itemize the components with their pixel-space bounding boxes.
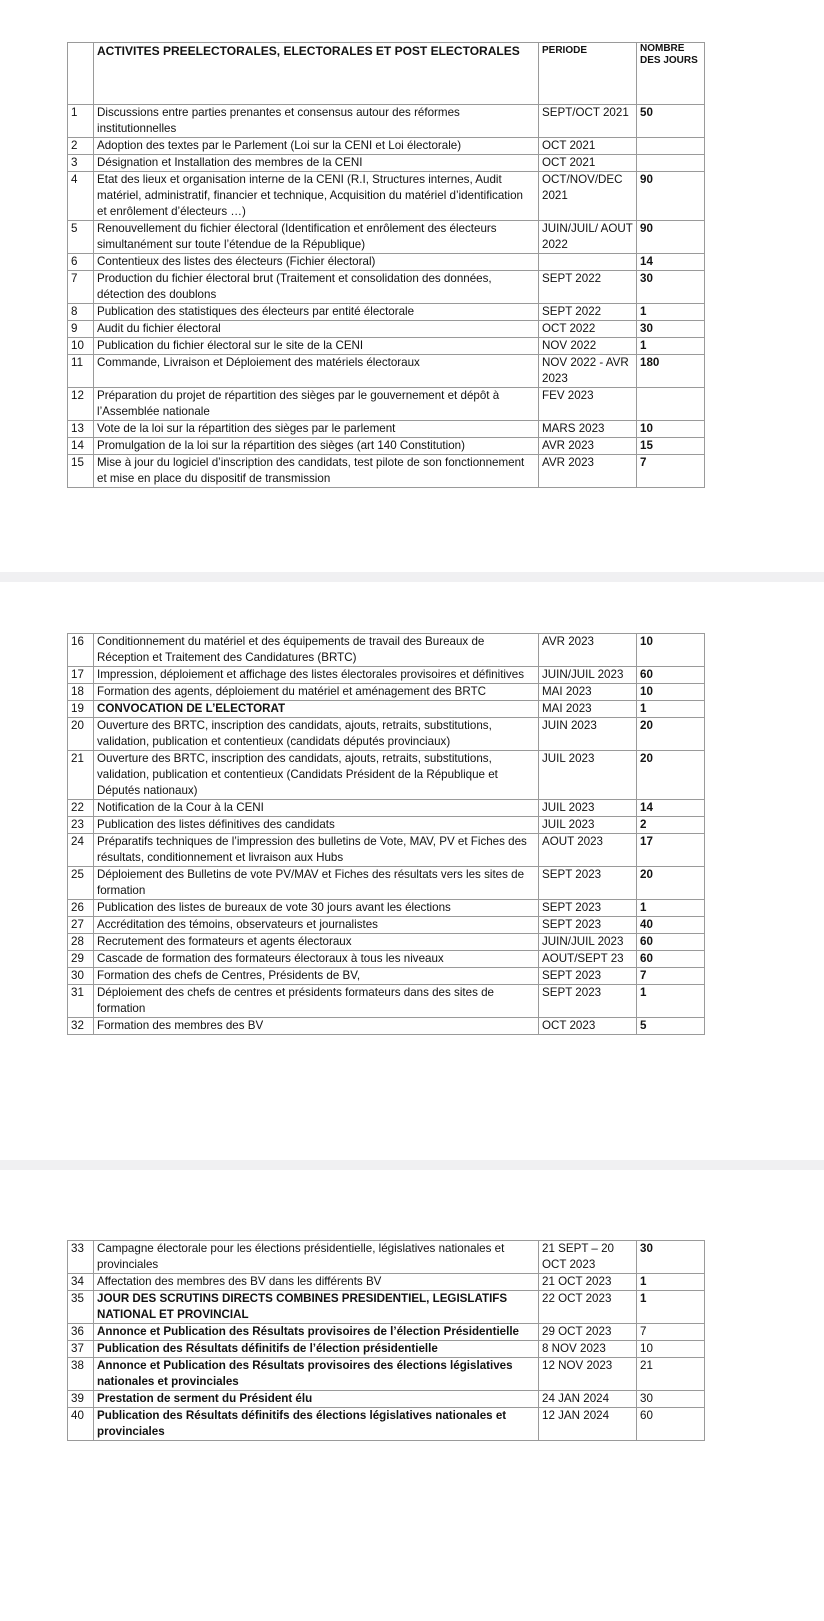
row-activity: Conditionnement du matériel et des équipements de travail des Bureaux de Réception et Traitement des Candidatures (BRTC) <box>94 634 539 667</box>
row-days: 30 <box>637 321 705 338</box>
row-activity: Ouverture des BRTC, inscription des candidats, ajouts, retraits, substitutions, validation, publication et contentieux (candidats députés provinciaux) <box>94 718 539 751</box>
row-period: 8 NOV 2023 <box>539 1341 637 1358</box>
header-days: NOMBRE DES JOURS <box>637 43 705 105</box>
row-number: 32 <box>68 1018 94 1035</box>
row-period: AOUT/SEPT 23 <box>539 951 637 968</box>
table-row <box>68 271 705 304</box>
row-number: 37 <box>68 1341 94 1358</box>
row-number: 17 <box>68 667 94 684</box>
table-row <box>68 172 705 221</box>
table-row <box>68 388 705 421</box>
row-period: OCT 2023 <box>539 1018 637 1035</box>
row-number: 5 <box>68 221 94 254</box>
row-number: 30 <box>68 968 94 985</box>
row-period: 22 OCT 2023 <box>539 1291 637 1324</box>
row-days: 10 <box>637 421 705 438</box>
row-activity: Affectation des membres des BV dans les différents BV <box>94 1274 539 1291</box>
row-period: AVR 2023 <box>539 634 637 667</box>
row-activity: Cascade de formation des formateurs électoraux à tous les niveaux <box>94 951 539 968</box>
row-number: 39 <box>68 1391 94 1408</box>
row-number: 31 <box>68 985 94 1018</box>
row-days: 40 <box>637 917 705 934</box>
row-number: 7 <box>68 271 94 304</box>
table-row <box>68 684 705 701</box>
row-days: 7 <box>637 1324 705 1341</box>
row-days: 1 <box>637 304 705 321</box>
row-period: JUIL 2023 <box>539 751 637 800</box>
row-days: 14 <box>637 800 705 817</box>
row-activity: Prestation de serment du Président élu <box>94 1391 539 1408</box>
row-period: SEPT 2023 <box>539 917 637 934</box>
row-activity: Production du fichier électoral brut (Traitement et consolidation des données, détection des doublons <box>94 271 539 304</box>
row-days: 90 <box>637 172 705 221</box>
row-activity: Publication du fichier électoral sur le site de la CENI <box>94 338 539 355</box>
row-period: AOUT 2023 <box>539 834 637 867</box>
row-days: 1 <box>637 1291 705 1324</box>
row-number: 28 <box>68 934 94 951</box>
row-number: 26 <box>68 900 94 917</box>
row-activity: Discussions entre parties prenantes et consensus autour des réformes institutionnelles <box>94 105 539 138</box>
row-activity: Renouvellement du fichier électoral (Identification et enrôlement des électeurs simultanément sur toute l’étendue de la République) <box>94 221 539 254</box>
row-days: 1 <box>637 900 705 917</box>
row-days: 10 <box>637 1341 705 1358</box>
table-row <box>68 834 705 867</box>
table-row <box>68 421 705 438</box>
table-body-part-2 <box>68 634 705 1035</box>
table-row <box>68 455 705 488</box>
row-activity: Formation des membres des BV <box>94 1018 539 1035</box>
row-number: 3 <box>68 155 94 172</box>
row-days: 1 <box>637 1274 705 1291</box>
row-period: FEV 2023 <box>539 388 637 421</box>
row-period: NOV 2022 - AVR 2023 <box>539 355 637 388</box>
row-activity: Audit du fichier électoral <box>94 321 539 338</box>
schedule-table-part-1 <box>67 42 705 488</box>
row-period: SEPT 2023 <box>539 900 637 917</box>
row-number: 20 <box>68 718 94 751</box>
row-number: 36 <box>68 1324 94 1341</box>
table-row <box>68 254 705 271</box>
row-period: OCT 2021 <box>539 155 637 172</box>
row-number: 34 <box>68 1274 94 1291</box>
row-activity: Publication des listes de bureaux de vote 30 jours avant les élections <box>94 900 539 917</box>
row-period: SEPT 2023 <box>539 985 637 1018</box>
row-days: 17 <box>637 834 705 867</box>
row-number: 2 <box>68 138 94 155</box>
table-row <box>68 338 705 355</box>
row-period: JUIN 2023 <box>539 718 637 751</box>
row-number: 29 <box>68 951 94 968</box>
row-activity: Publication des statistiques des électeurs par entité électorale <box>94 304 539 321</box>
row-period: OCT 2022 <box>539 321 637 338</box>
row-period: 12 JAN 2024 <box>539 1408 637 1441</box>
schedule-table-part-2 <box>67 633 705 1035</box>
row-activity: Notification de la Cour à la CENI <box>94 800 539 817</box>
row-number: 22 <box>68 800 94 817</box>
row-days <box>637 388 705 421</box>
row-number: 15 <box>68 455 94 488</box>
row-number: 16 <box>68 634 94 667</box>
row-period: JUIL 2023 <box>539 817 637 834</box>
row-number: 40 <box>68 1408 94 1441</box>
row-activity: Campagne électorale pour les élections présidentielle, législatives nationales et provinciales <box>94 1241 539 1274</box>
row-number: 9 <box>68 321 94 338</box>
row-days: 60 <box>637 1408 705 1441</box>
row-days: 20 <box>637 718 705 751</box>
row-days: 90 <box>637 221 705 254</box>
row-number: 24 <box>68 834 94 867</box>
row-number: 10 <box>68 338 94 355</box>
row-days: 30 <box>637 271 705 304</box>
table-row <box>68 985 705 1018</box>
table-body-part-3 <box>68 1241 705 1441</box>
document-page-3 <box>0 1170 824 1621</box>
row-activity: Contentieux des listes des électeurs (Fichier électoral) <box>94 254 539 271</box>
table-row <box>68 1018 705 1035</box>
row-days: 20 <box>637 867 705 900</box>
table-row <box>68 900 705 917</box>
row-days: 10 <box>637 634 705 667</box>
row-period: 21 SEPT – 20 OCT 2023 <box>539 1241 637 1274</box>
row-days: 60 <box>637 951 705 968</box>
row-activity: Promulgation de la loi sur la répartition des sièges (art 140 Constitution) <box>94 438 539 455</box>
row-days: 1 <box>637 701 705 718</box>
row-activity: JOUR DES SCRUTINS DIRECTS COMBINES PRESIDENTIEL, LEGISLATIFS NATIONAL ET PROVINCIAL <box>94 1291 539 1324</box>
row-period <box>539 254 637 271</box>
row-activity: Publication des Résultats définitifs de l’élection présidentielle <box>94 1341 539 1358</box>
row-period: SEPT 2022 <box>539 304 637 321</box>
table-row <box>68 1291 705 1324</box>
row-period: 24 JAN 2024 <box>539 1391 637 1408</box>
row-days: 14 <box>637 254 705 271</box>
table-row <box>68 438 705 455</box>
row-days: 60 <box>637 667 705 684</box>
row-number: 4 <box>68 172 94 221</box>
row-period: JUIN/JUIL 2023 <box>539 667 637 684</box>
document-page-2 <box>0 582 824 1160</box>
row-activity: Impression, déploiement et affichage des listes électorales provisoires et définitives <box>94 667 539 684</box>
row-period: 21 OCT 2023 <box>539 1274 637 1291</box>
table-row <box>68 1391 705 1408</box>
table-row <box>68 867 705 900</box>
row-activity: Mise à jour du logiciel d’inscription des candidats, test pilote de son fonctionnement et mise en place du dispositif de transmission <box>94 455 539 488</box>
table-row <box>68 817 705 834</box>
row-number: 33 <box>68 1241 94 1274</box>
row-period: SEPT 2023 <box>539 968 637 985</box>
row-period: SEPT 2022 <box>539 271 637 304</box>
row-days: 180 <box>637 355 705 388</box>
row-activity: Recrutement des formateurs et agents électoraux <box>94 934 539 951</box>
table-row <box>68 917 705 934</box>
row-period: MAI 2023 <box>539 684 637 701</box>
row-days: 2 <box>637 817 705 834</box>
row-number: 12 <box>68 388 94 421</box>
schedule-table-part-3 <box>67 1240 705 1441</box>
table-row <box>68 718 705 751</box>
row-days: 7 <box>637 455 705 488</box>
table-row <box>68 934 705 951</box>
row-days: 10 <box>637 684 705 701</box>
row-activity: Etat des lieux et organisation interne de la CENI (R.I, Structures internes, Audit matériel, administratif, financier et technique, Acquisition du matériel d’identification et enrôlement d’électeurs …) <box>94 172 539 221</box>
row-period: OCT 2021 <box>539 138 637 155</box>
row-period: SEPT/OCT 2021 <box>539 105 637 138</box>
row-days: 30 <box>637 1241 705 1274</box>
row-number: 27 <box>68 917 94 934</box>
table-row <box>68 800 705 817</box>
row-number: 38 <box>68 1358 94 1391</box>
row-number: 11 <box>68 355 94 388</box>
row-days: 50 <box>637 105 705 138</box>
row-number: 13 <box>68 421 94 438</box>
row-activity: Annonce et Publication des Résultats provisoires de l’élection Présidentielle <box>94 1324 539 1341</box>
row-period: MAI 2023 <box>539 701 637 718</box>
row-activity: Annonce et Publication des Résultats provisoires des élections législatives nationales et provinciales <box>94 1358 539 1391</box>
row-period: JUIN/JUIL/ AOUT 2022 <box>539 221 637 254</box>
row-activity: Formation des chefs de Centres, Présidents de BV, <box>94 968 539 985</box>
row-period: 12 NOV 2023 <box>539 1358 637 1391</box>
table-row <box>68 138 705 155</box>
row-activity: Préparatifs techniques de l’impression des bulletins de Vote, MAV, PV et Fiches des résultats, conditionnement et livraison aux Hubs <box>94 834 539 867</box>
row-activity: Vote de la loi sur la répartition des sièges par le parlement <box>94 421 539 438</box>
row-activity: Publication des Résultats définitifs des élections législatives nationales et provinciales <box>94 1408 539 1441</box>
table-row <box>68 1358 705 1391</box>
row-days: 30 <box>637 1391 705 1408</box>
row-days: 15 <box>637 438 705 455</box>
table-row <box>68 1341 705 1358</box>
row-period: JUIL 2023 <box>539 800 637 817</box>
row-number: 6 <box>68 254 94 271</box>
row-activity: Désignation et Installation des membres de la CENI <box>94 155 539 172</box>
row-period: OCT/NOV/DEC 2021 <box>539 172 637 221</box>
row-number: 19 <box>68 701 94 718</box>
row-activity: Commande, Livraison et Déploiement des matériels électoraux <box>94 355 539 388</box>
row-activity: Préparation du projet de répartition des sièges par le gouvernement et dépôt à l’Assemblée nationale <box>94 388 539 421</box>
row-period: NOV 2022 <box>539 338 637 355</box>
table-header-row <box>68 43 705 105</box>
row-period: JUIN/JUIL 2023 <box>539 934 637 951</box>
table-row <box>68 1324 705 1341</box>
row-days: 5 <box>637 1018 705 1035</box>
table-row <box>68 1241 705 1274</box>
row-activity: Publication des listes définitives des candidats <box>94 817 539 834</box>
table-row <box>68 701 705 718</box>
table-body-part-1 <box>68 105 705 488</box>
row-period: AVR 2023 <box>539 438 637 455</box>
row-number: 14 <box>68 438 94 455</box>
row-activity: Accréditation des témoins, observateurs et journalistes <box>94 917 539 934</box>
row-number: 21 <box>68 751 94 800</box>
row-days <box>637 155 705 172</box>
row-number: 23 <box>68 817 94 834</box>
table-row <box>68 634 705 667</box>
row-days: 1 <box>637 985 705 1018</box>
row-days <box>637 138 705 155</box>
row-activity: CONVOCATION DE L’ELECTORAT <box>94 701 539 718</box>
row-days: 7 <box>637 968 705 985</box>
row-number: 8 <box>68 304 94 321</box>
header-activities: ACTIVITES PREELECTORALES, ELECTORALES ET POST ELECTORALES <box>94 43 539 105</box>
row-number: 18 <box>68 684 94 701</box>
row-period: MARS 2023 <box>539 421 637 438</box>
table-row <box>68 1408 705 1441</box>
row-days: 1 <box>637 338 705 355</box>
table-row <box>68 321 705 338</box>
row-number: 25 <box>68 867 94 900</box>
table-row <box>68 221 705 254</box>
row-number: 1 <box>68 105 94 138</box>
row-activity: Formation des agents, déploiement du matériel et aménagement des BRTC <box>94 684 539 701</box>
row-days: 20 <box>637 751 705 800</box>
row-period: AVR 2023 <box>539 455 637 488</box>
table-row <box>68 155 705 172</box>
row-activity: Ouverture des BRTC, inscription des candidats, ajouts, retraits, substitutions, validation, publication et contentieux (Candidats Président de la République et Députés nationaux) <box>94 751 539 800</box>
table-row <box>68 951 705 968</box>
table-row <box>68 355 705 388</box>
table-row <box>68 1274 705 1291</box>
table-row <box>68 667 705 684</box>
table-row <box>68 304 705 321</box>
row-period: SEPT 2023 <box>539 867 637 900</box>
row-number: 35 <box>68 1291 94 1324</box>
table-row <box>68 105 705 138</box>
table-row <box>68 751 705 800</box>
document-page-1 <box>0 0 824 572</box>
header-period: PERIODE <box>539 43 637 105</box>
table-row <box>68 968 705 985</box>
row-days: 21 <box>637 1358 705 1391</box>
row-activity: Adoption des textes par le Parlement (Loi sur la CENI et Loi électorale) <box>94 138 539 155</box>
header-num-cell <box>68 43 94 105</box>
row-activity: Déploiement des chefs de centres et présidents formateurs dans des sites de formation <box>94 985 539 1018</box>
row-period: 29 OCT 2023 <box>539 1324 637 1341</box>
row-activity: Déploiement des Bulletins de vote PV/MAV et Fiches des résultats vers les sites de formation <box>94 867 539 900</box>
row-days: 60 <box>637 934 705 951</box>
